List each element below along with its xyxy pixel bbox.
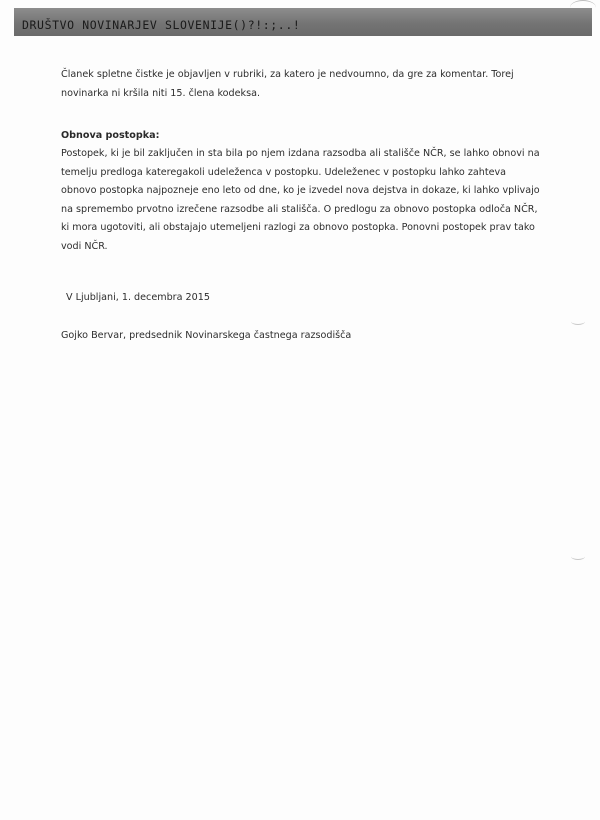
paragraph-renewal-procedure: Postopek, ki je bil zaključen in sta bila po njem izdana razsodba ali stališče NČR, se lahko obnovi na temelju predloga kateregakoli udeleženca v postopku. Udeleženec v postopku lahko zahteva obnovo postopka najpozneje eno leto od dne, ko je izvedel nova dejstva in dokaze, ki lahko vplivajo na spremembo prvotno izrečene razsodbe ali stališča. O predlogu za obnovo postopka odloča NČR, ki mora ugotoviti, ali obstajajo utemeljeni razlogi za obnovo postopka. Ponovni postopek prav tako vodi NČR. xyxy=(61,148,540,252)
paragraph-commentary: Članek spletne čistke je objavljen v rubriki, za katero je nedvoumno, da gre za komentar. Torej novinarka ni kršila niti 15. člena kodeksa. xyxy=(61,69,514,99)
scan-artifact-mark xyxy=(571,318,585,325)
letterhead-title: DRUŠTVO NOVINARJEV SLOVENIJE()?!:;..! xyxy=(22,18,301,32)
scan-artifact-mark xyxy=(571,553,585,560)
scan-corner-mark xyxy=(570,0,596,15)
section-heading-renewal: Obnova postopka: xyxy=(61,130,160,141)
date-line: V Ljubljani, 1. decembra 2015 xyxy=(66,292,210,303)
signature-line: Gojko Bervar, predsednik Novinarskega častnega razsodišča xyxy=(61,330,352,341)
letterhead-bar xyxy=(14,8,592,36)
